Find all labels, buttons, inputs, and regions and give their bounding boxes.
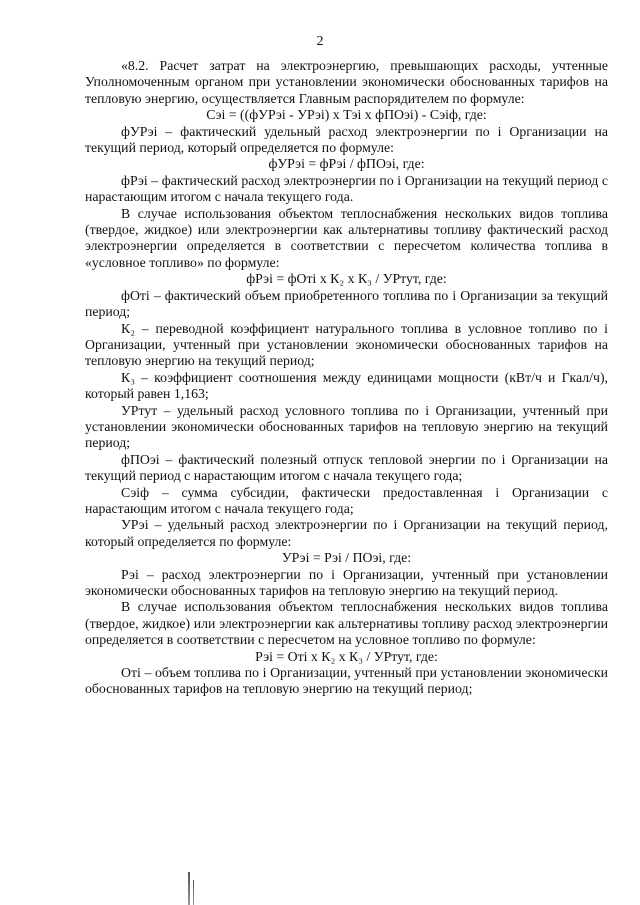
formula-line: Рэi = Отi х К₂ х К₃ / УРтут, где:: [255, 648, 438, 664]
document-body: [85, 58, 608, 698]
paragraph: К₂ – переводной коэффициент натурального топлива в условное топливо по i Организации, учтенный при установлении экономически обоснованных тарифов на тепловую энергию на текущий период;: [85, 320, 608, 369]
formula-line: УРэi = Рэi / ПОэi, где:: [281, 550, 412, 566]
formula-line: Сэi = ((фУРэi - УРэi) х Тэi х фПОэi) - Сэiф, где:: [206, 107, 487, 123]
scan-artifact-line: [193, 880, 194, 905]
page-number: 2: [316, 34, 324, 49]
paragraph: Рэi – расход электроэнергии по i Организации, учтенный при установлении экономически обоснованных тарифов на тепловую энергию на текущий период.: [85, 566, 608, 598]
paragraph: В случае использования объектом теплоснабжения нескольких видов топлива (твердое, жидкое) или электроэнергии как альтернативы топливу фактический расход электроэнергии определяется в соответствии с пересчетом количества топлива в «условное топливо» по формуле:: [85, 205, 608, 270]
paragraph: Отi – объем топлива по i Организации, учтенный при установлении экономически обоснованных тарифов на тепловую энергию на текущий период;: [85, 665, 608, 697]
paragraph: фПОэi – фактический полезный отпуск тепловой энергии по i Организации на текущий период с нарастающим итогом с начала текущего года;: [85, 451, 608, 484]
paragraph: УРтут – удельный расход условного топлива по i Организации, учтенный при установлении экономически обоснованных тарифов на тепловую энергию на текущий период;: [85, 402, 608, 451]
paragraph: «8.2. Расчет затрат на электроэнергию, превышающих расходы, учтенные Уполномоченным органом при установлении экономически обоснованных тарифов на тепловую энергию, осуществляется Главным распорядителем по формуле:: [85, 58, 608, 106]
paragraph: Сэiф – сумма субсидии, фактически предоставленная i Организации с нарастающим итогом с начала текущего года;: [85, 484, 608, 516]
paragraph: К₃ – коэффициент соотношения между единицами мощности (кВт/ч и Гкал/ч), который равен 1,163;: [85, 369, 608, 402]
scan-artifact-line: [188, 872, 190, 905]
paragraph: фУРэi – фактический удельный расход электроэнергии по i Организации на текущий период, который определяется по формуле:: [85, 123, 608, 156]
paragraph: В случае использования объектом теплоснабжения нескольких видов топлива (твердое, жидкое) или электроэнергии как альтернативы топливу расход электроэнергии определяется в соответствии с пересчетом на условное топливо по формуле:: [85, 599, 608, 648]
formula-line: фРэi = фОтi х К₂ х К₃ / УРтут, где:: [246, 271, 447, 287]
paragraph: УРэi – удельный расход электроэнергии по i Организации на текущий период, который определяется по формуле:: [85, 517, 608, 549]
formula-line: фУРэi = фРэi / фПОэi, где:: [268, 156, 425, 172]
paragraph: фРэi – фактический расход электроэнергии по i Организации на текущий период с нарастающим итогом с начала текущего года.: [85, 172, 608, 205]
paragraph: фОтi – фактический объем приобретенного топлива по i Организации за текущий период;: [85, 287, 608, 320]
